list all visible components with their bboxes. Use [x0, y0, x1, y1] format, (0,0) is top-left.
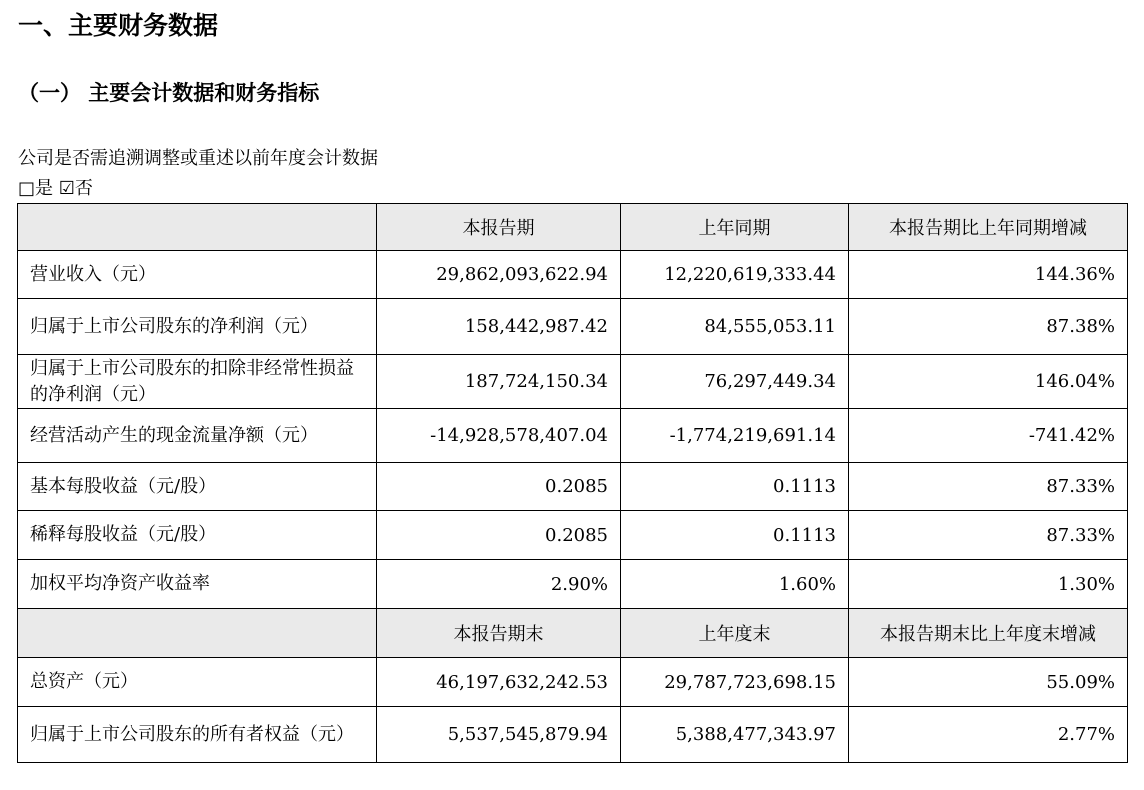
- current-value: 5,537,545,879.94: [377, 707, 621, 763]
- change-value: 87.33%: [849, 463, 1128, 511]
- header-cell: 本报告期比上年同期增减: [849, 204, 1128, 251]
- current-value: 2.90%: [377, 560, 621, 609]
- change-value: 146.04%: [849, 355, 1128, 409]
- restatement-question: 公司是否需追溯调整或重述以前年度会计数据: [18, 148, 378, 169]
- row-label: 归属于上市公司股东的扣除非经常性损益的净利润（元）: [18, 355, 377, 409]
- change-value: 144.36%: [849, 251, 1128, 299]
- row-label: 归属于上市公司股东的净利润（元）: [18, 299, 377, 355]
- table-header-row: [18, 204, 1128, 251]
- current-value: -14,928,578,407.04: [377, 409, 621, 463]
- change-value: 87.33%: [849, 511, 1128, 560]
- prior-value: 5,388,477,343.97: [621, 707, 849, 763]
- header-cell: [18, 204, 377, 251]
- prior-value: 0.1113: [621, 463, 849, 511]
- table-row: [18, 511, 1128, 560]
- current-value: 0.2085: [377, 463, 621, 511]
- prior-value: 12,220,619,333.44: [621, 251, 849, 299]
- prior-value: -1,774,219,691.14: [621, 409, 849, 463]
- row-label: 加权平均净资产收益率: [18, 560, 377, 609]
- table-row: [18, 658, 1128, 707]
- prior-value: 1.60%: [621, 560, 849, 609]
- current-value: 187,724,150.34: [377, 355, 621, 409]
- change-value: -741.42%: [849, 409, 1128, 463]
- row-label: 营业收入（元）: [18, 251, 377, 299]
- row-label: 归属于上市公司股东的所有者权益（元）: [18, 707, 377, 763]
- subsection-heading: （一） 主要会计数据和财务指标: [18, 81, 320, 105]
- change-value: 1.30%: [849, 560, 1128, 609]
- change-value: 55.09%: [849, 658, 1128, 707]
- header-cell: 本报告期末: [377, 609, 621, 658]
- current-value: 158,442,987.42: [377, 299, 621, 355]
- section-heading: 一、主要财务数据: [18, 11, 219, 40]
- current-value: 29,862,093,622.94: [377, 251, 621, 299]
- header-cell: 本报告期: [377, 204, 621, 251]
- prior-value: 0.1113: [621, 511, 849, 560]
- row-label: 经营活动产生的现金流量净额（元）: [18, 409, 377, 463]
- header-cell: 上年度末: [621, 609, 849, 658]
- row-label: 总资产（元）: [18, 658, 377, 707]
- prior-value: 29,787,723,698.15: [621, 658, 849, 707]
- row-label: 基本每股收益（元/股）: [18, 463, 377, 511]
- header-cell: [18, 609, 377, 658]
- table-row: [18, 355, 1128, 409]
- table-row: [18, 251, 1128, 299]
- change-value: 87.38%: [849, 299, 1128, 355]
- table-row: [18, 299, 1128, 355]
- header-cell: 本报告期末比上年度末增减: [849, 609, 1128, 658]
- table-row: [18, 707, 1128, 763]
- table-row: [18, 560, 1128, 609]
- row-label: 稀释每股收益（元/股）: [18, 511, 377, 560]
- restatement-options: □是 ☑否: [18, 178, 93, 199]
- prior-value: 76,297,449.34: [621, 355, 849, 409]
- change-value: 2.77%: [849, 707, 1128, 763]
- table-header-row: [18, 609, 1128, 658]
- table-row: [18, 463, 1128, 511]
- current-value: 46,197,632,242.53: [377, 658, 621, 707]
- financial-data-table: [17, 203, 1128, 763]
- prior-value: 84,555,053.11: [621, 299, 849, 355]
- header-cell: 上年同期: [621, 204, 849, 251]
- table-row: [18, 409, 1128, 463]
- current-value: 0.2085: [377, 511, 621, 560]
